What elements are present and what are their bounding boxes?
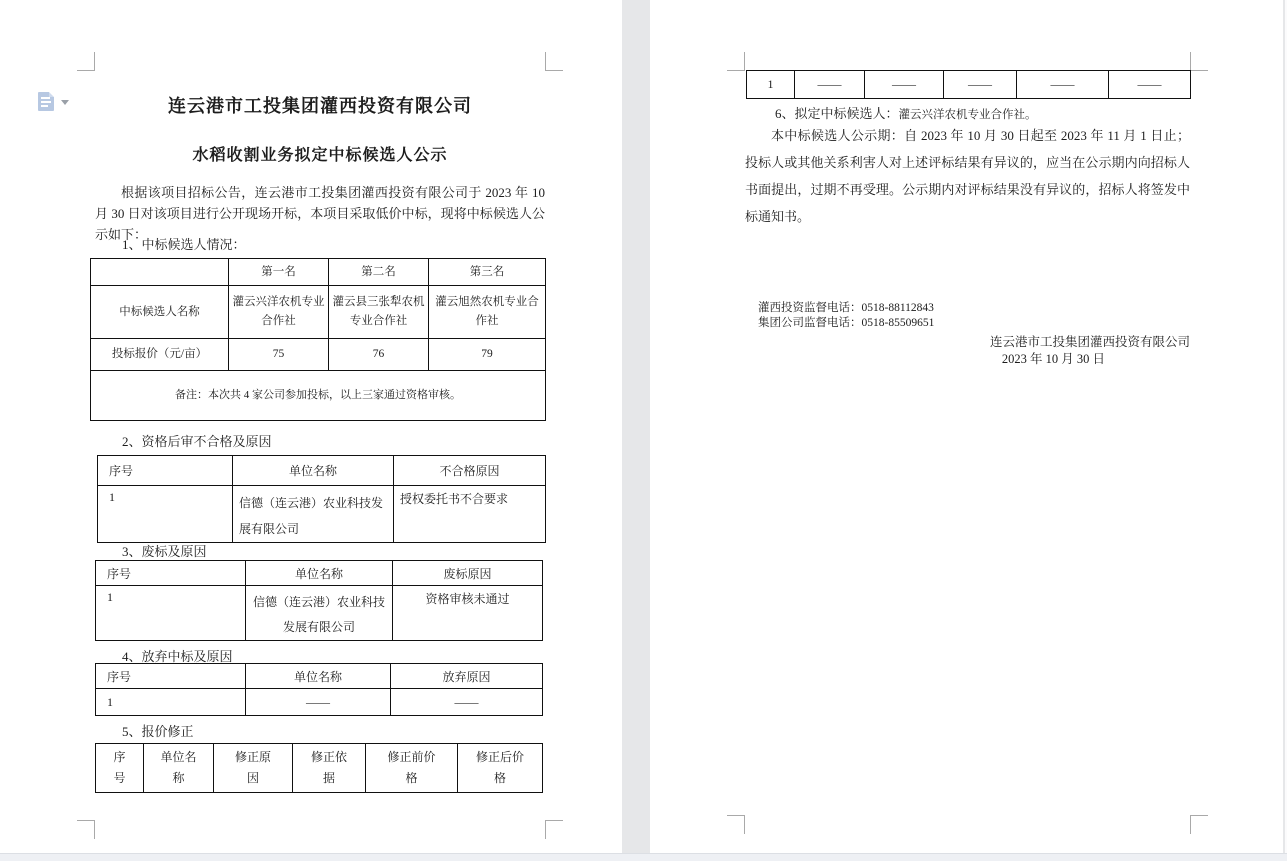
table-header-cell: 序号 [96,664,246,689]
table-header-cell: 序号 [98,456,233,486]
table-header-cell: 修正后价格 [458,744,543,793]
table-header-cell: 单位名称 [246,664,391,689]
table-cell: 79 [429,339,546,371]
table-header-cell: 第三名 [429,259,546,286]
status-bar [0,853,1287,861]
table-cell: 投标报价（元/亩） [91,339,229,371]
table-cell: 中标候选人名称 [91,286,229,339]
table-header-cell: 放弃原因 [391,664,543,689]
table-cell: —— [795,71,865,99]
document-icon-lines [41,105,48,107]
section-6-heading [775,103,1037,122]
table-header-cell: 修正原因 [214,744,293,793]
document-icon[interactable] [38,92,54,111]
table-header-cell: 单位名称 [144,744,214,793]
disqualified-table [97,455,546,543]
section-6-label: 6、拟定中标候选人： [775,106,899,121]
table-header-cell: 第二名 [329,259,429,286]
table-cell: 信德（连云港）农业科技发展有限公司 [233,486,394,543]
section-3-heading: 3、废标及原因 [122,544,207,559]
table-header-cell: 单位名称 [246,561,393,586]
table-cell: 76 [329,339,429,371]
margin-crop-mark [545,52,563,71]
table-cell: 信德（连云港）农业科技发展有限公司 [246,586,393,641]
intro-paragraph: 根据该项目招标公告，连云港市工投集团灌西投资有限公司于 2023 年 10 月 30 日对该项目进行公开现场开标，本项目采取低价中标，现将中标候选人公示如下： [95,185,545,242]
table-cell: 授权委托书不合要求 [394,486,546,543]
margin-crop-mark [1190,815,1208,834]
margin-crop-mark [77,52,95,71]
table-cell: —— [1017,71,1109,99]
document-title: 连云港市工投集团灌西投资有限公司 [168,96,472,116]
table-cell: —— [246,689,391,716]
abandoned-award-table [95,663,543,716]
table-header-cell: 不合格原因 [394,456,546,486]
document-page-2 [650,0,1283,853]
table-cell: 1 [96,586,246,641]
dropdown-arrow-icon[interactable] [61,100,69,105]
candidates-table [90,258,546,421]
table-cell: —— [1109,71,1191,99]
margin-crop-mark [727,815,745,834]
table-header-cell: 废标原因 [393,561,543,586]
table-header-cell: 序号 [96,561,246,586]
supervision-phone-group: 集团公司监督电话：0518-85509651 [758,317,935,329]
table-header-cell: 单位名称 [233,456,394,486]
table-cell: 灌云县三张犁农机专业合作社 [329,286,429,339]
section-6-candidate: 灌云兴洋农机专业合作社。 [898,109,1037,121]
table-cell: 灌云兴洋农机专业合作社 [229,286,329,339]
table-cell: 1 [98,486,233,543]
margin-crop-mark [77,820,95,839]
table-note-cell: 备注：本次共 4 家公司参加投标，以上三家通过资格审核。 [91,371,546,421]
publicity-period-paragraph: 本中标候选人公示期：自 2023 年 10 月 30 日起至 2023 年 11 月 1 日止；投标人或其他关系利害人对上述评标结果有异议的，应当在公示期内向招标人书面提出，过期不再受理。公示期内对评标结果没有异议的，招标人将签发中标通知书。 [745,128,1190,224]
document-icon-lines [41,101,51,103]
table-cell: 1 [747,71,795,99]
price-correction-table-continued [746,70,1191,99]
table-cell: 1 [96,689,246,716]
table-cell: —— [391,689,543,716]
table-header-cell: 修正依据 [293,744,366,793]
margin-crop-mark [545,820,563,839]
invalid-bid-table [95,560,543,641]
table-cell [91,259,229,286]
document-subtitle: 水稻收割业务拟定中标候选人公示 [192,147,448,164]
signature-organization: 连云港市工投集团灌西投资有限公司 [989,335,1190,349]
document-page-1 [0,0,622,853]
table-cell: —— [865,71,944,99]
price-correction-table [95,743,543,793]
table-cell: 灌云旭然农机专业合作社 [429,286,546,339]
table-cell: 资格审核未通过 [393,586,543,641]
table-header-cell: 修正前价格 [366,744,458,793]
table-cell: 75 [229,339,329,371]
signature-date: 2023 年 10 月 30 日 [1001,352,1105,366]
table-header-cell: 序号 [96,744,144,793]
supervision-phone-guanxi: 灌西投资监督电话：0518-88112843 [758,302,934,314]
margin-crop-mark [1190,52,1208,71]
section-5-heading: 5、报价修正 [122,724,194,739]
table-cell: —— [944,71,1017,99]
table-header-cell: 第一名 [229,259,329,286]
section-2-heading: 2、资格后审不合格及原因 [122,434,272,449]
margin-crop-mark [727,52,745,71]
section-1-heading: 1、中标候选人情况： [122,237,246,252]
section-4-heading: 4、放弃中标及原因 [122,649,233,664]
document-icon-lines [41,97,50,99]
